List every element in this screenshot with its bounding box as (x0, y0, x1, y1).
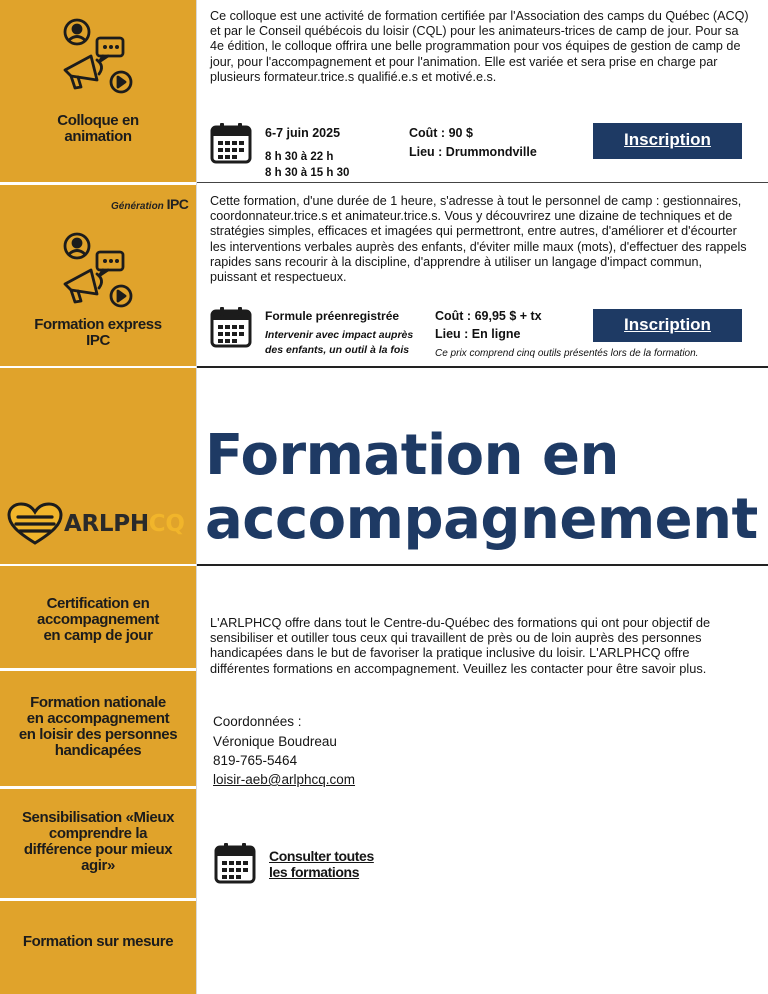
logo-generation-text: Génération (111, 201, 164, 212)
column-divider (196, 0, 197, 994)
sidebar-item-sensibilisation[interactable] (0, 810, 196, 874)
megaphone-chat-icon (55, 232, 141, 314)
ipc-inscription-button[interactable]: Inscription (593, 309, 742, 342)
section-divider (197, 564, 768, 566)
ipc-subtitle: Intervenir avec impact auprès des enfants, un outil à la fois (265, 329, 414, 356)
section-divider (197, 182, 768, 183)
colloque-description: Ce colloque est une activité de formation certifiée par l'Association des camps du Québec (ACQ) et par le Conseil québécois du loisir (CQL) pour les animateurs-trices de camp de jour. Pour sa 4e édition, le colloque offrira une belle programmation pour vos équipes de gestion de camp de jour, pour l'accompagnement et pour l'animation. Elle est variée et sera prise en charge par plusieurs formateur.trice.s qualifié.e.s et motivé.e.s. (210, 9, 749, 84)
arlphcq-logo (64, 511, 185, 537)
logo-ipc-text: IPC (166, 196, 189, 212)
calendar-icon (210, 122, 252, 164)
colloque-location: Lieu : Drummondville (409, 145, 537, 159)
contact-email-wrap (213, 772, 355, 787)
ipc-location: Lieu : En ligne (435, 327, 521, 341)
colloque-hours-1: 8 h 30 à 22 h (265, 151, 334, 163)
megaphone-chat-icon (55, 18, 141, 100)
contact-email-link[interactable]: loisir-aeb@arlphcq.com (213, 772, 356, 787)
sidebar-item-sur-mesure[interactable] (0, 934, 196, 950)
sidebar-item-label: Colloque en animation (57, 112, 139, 145)
section-divider (197, 366, 768, 368)
colloque-inscription-button[interactable]: Inscription (593, 123, 742, 159)
sidebar-item-certification[interactable] (0, 596, 196, 644)
sidebar-item-label: Formation sur mesure (22, 933, 174, 950)
ipc-format: Formule préenregistrée (265, 309, 400, 323)
sidebar-item-ipc[interactable] (0, 317, 196, 349)
sidebar-item-formation-nationale[interactable] (0, 695, 196, 759)
logo-arlph-text: ARLPH (64, 511, 149, 537)
contact-name: Véronique Boudreau (213, 734, 337, 749)
sidebar-item-label: Formation nationale en accompagnement en loisir des personnes handicapées (18, 694, 178, 759)
generation-ipc-logo (111, 196, 188, 212)
sidebar-divider (0, 898, 196, 901)
contact-phone: 819-765-5464 (213, 753, 298, 768)
sidebar-divider (0, 366, 196, 368)
sidebar-item-colloque[interactable] (0, 113, 196, 145)
ipc-cost: Coût : 69,95 $ + tx (435, 309, 542, 323)
contact-heading: Coordonnées : (213, 714, 302, 729)
ipc-price-note: Ce prix comprend cinq outils présentés lors de la formation. (435, 348, 699, 359)
logo-cq-text: CQ (148, 511, 185, 537)
heart-logo-icon (7, 502, 63, 546)
sidebar-divider (0, 668, 196, 671)
colloque-cost: Coût : 90 $ (409, 126, 473, 140)
all-trainings-link[interactable]: Consulter toutes les formations (269, 848, 374, 880)
sidebar-item-label: Formation express IPC (34, 316, 162, 349)
accompagnement-description: L'ARLPHCQ offre dans tout le Centre-du-Québec des formations qui ont pour objectif de sensibiliser et outiller tous ceux qui travaillent de près ou de loin auprès des personnes handicapées dans le but de favoriser la pratique inclusive du loisir. L'ARLPHCQ offre différentes formations en accompagnement. Veuillez les contacter pour être savoir plus. (210, 615, 711, 676)
sidebar-item-label: Certification en accompagnement en camp de jour (37, 595, 159, 644)
sidebar-item-label: Sensibilisation «Mieux comprendre la différence pour mieux agir» (21, 809, 175, 874)
colloque-hours-2: 8 h 30 à 15 h 30 (265, 167, 350, 179)
ipc-description: Cette formation, d'une durée de 1 heure, s'adresse à tout le personnel de camp : gestionnaires, coordonnateur.trice.s et animateur.trice.s. Vous y découvrirez une dizaine de techniques et de stratégies simples, efficaces et imagées qui permettront, entre autres, d'améliorer et d'écourter les interventions verbales auprès des enfants, d'éviter mille maux (mots), d'effectuer des rappels rapides sans recourir à la discipline, d'apprendre à utiliser un langage d'impact commun, puissant et respectueux. (210, 194, 747, 285)
sidebar-divider (0, 182, 196, 185)
colloque-date: 6-7 juin 2025 (265, 126, 341, 140)
calendar-icon (213, 842, 257, 884)
calendar-icon (210, 306, 252, 348)
sidebar-divider (0, 786, 196, 789)
sidebar-divider (0, 564, 196, 566)
page-title: Formation en accompagnement (205, 423, 758, 552)
